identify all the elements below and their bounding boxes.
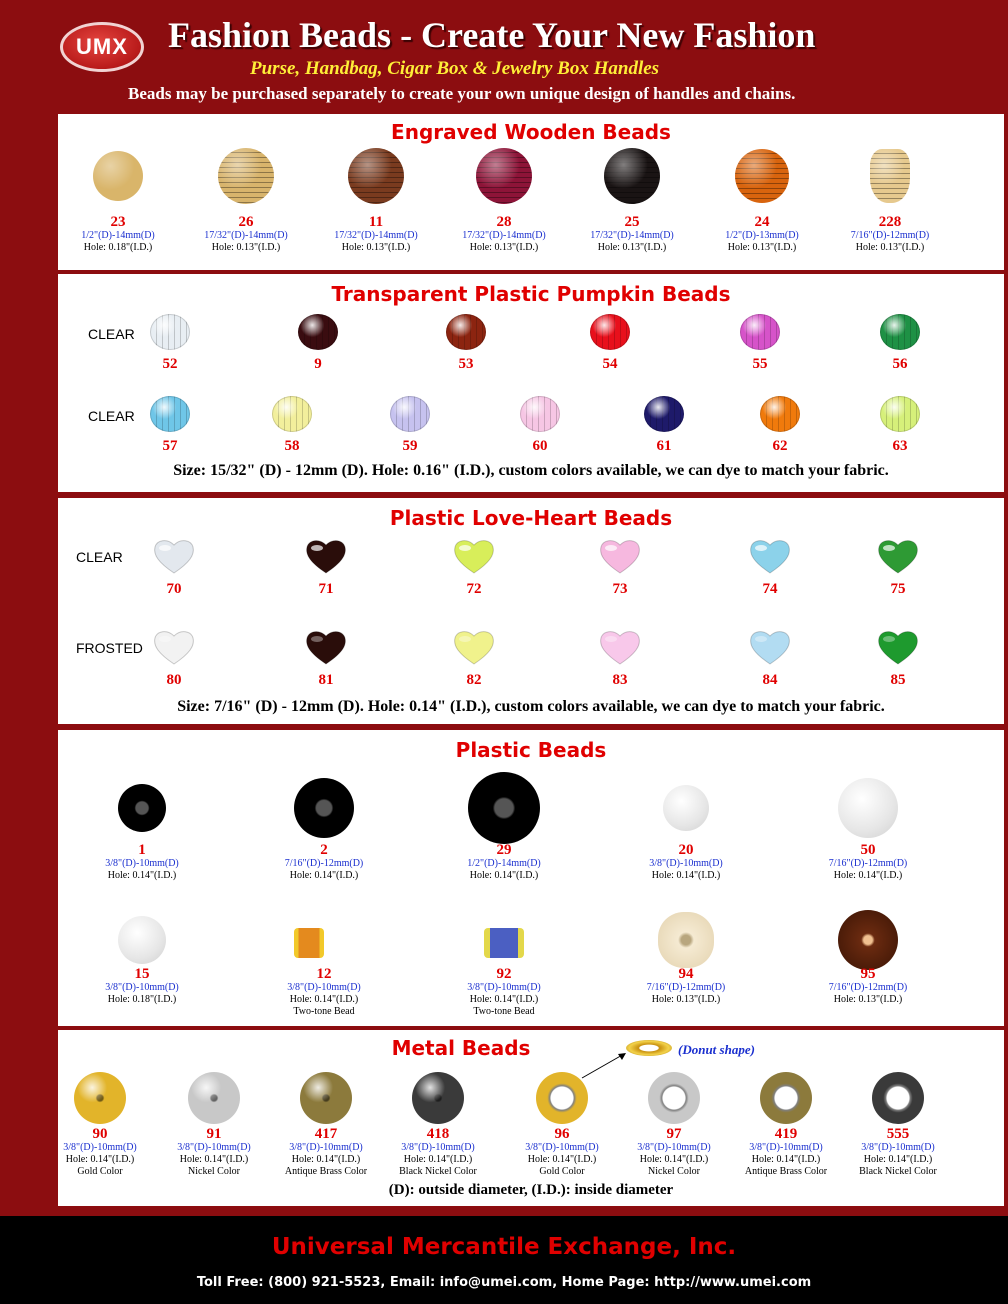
bead-hole-size: Hole: 0.14"(I.D.) xyxy=(289,870,359,881)
metal-bead-417[interactable] xyxy=(285,1126,367,1178)
bead-number: 228 xyxy=(878,214,902,230)
pumpkin-bead-62-image xyxy=(760,396,800,432)
bead-finish: Antique Brass Color xyxy=(284,1166,368,1177)
page-tagline: Beads may be purchased separately to create your own unique design of handles and chains. xyxy=(128,84,796,103)
bead-hole-size: Hole: 0.13"(I.D.) xyxy=(855,242,925,253)
bead-number: 96 xyxy=(554,1126,570,1142)
heart-bead-75[interactable]: 75 xyxy=(890,581,906,597)
bead-hole-size: Hole: 0.13"(I.D.) xyxy=(597,242,667,253)
pumpkin-bead-52-image xyxy=(150,314,190,350)
bead-hole-size: Hole: 0.14"(I.D.) xyxy=(179,1154,249,1165)
arrow-icon xyxy=(580,1050,630,1080)
heart-bead-73[interactable]: 73 xyxy=(612,581,628,597)
wooden-bead-228[interactable] xyxy=(851,214,930,254)
wooden-bead-24[interactable] xyxy=(725,214,799,254)
bead-dimension: 3/8"(D)-10mm(D) xyxy=(861,1142,935,1153)
size-note: Size: 7/16" (D) - 12mm (D). Hole: 0.14" (I.D.), custom colors available, we can dye to match your fabric. xyxy=(177,698,885,715)
bead-number: 1 xyxy=(138,842,146,858)
bead-dimension: 17/32"(D)-14mm(D) xyxy=(204,230,288,241)
row-label-clear: CLEAR xyxy=(88,408,135,424)
heart-bead-80-image xyxy=(151,628,197,666)
bead-number: 15 xyxy=(134,966,150,982)
bead-number: 97 xyxy=(666,1126,682,1142)
bead-note: Two-tone Bead xyxy=(473,1006,535,1017)
wooden-bead-23-image xyxy=(93,151,143,201)
bead-hole-size: Hole: 0.14"(I.D.) xyxy=(651,870,721,881)
heart-bead-73-image xyxy=(597,537,643,575)
bead-number: 92 xyxy=(496,966,512,982)
page-subtitle: Purse, Handbag, Cigar Box & Jewelry Box Handles xyxy=(250,58,660,79)
pumpkin-bead-54[interactable]: 54 xyxy=(602,356,618,372)
bead-hole-size: Hole: 0.14"(I.D.) xyxy=(403,1154,473,1165)
heart-bead-84[interactable]: 84 xyxy=(762,672,778,688)
bead-dimension: 1/2"(D)-13mm(D) xyxy=(725,230,799,241)
wooden-bead-28-image xyxy=(476,148,532,204)
diameter-legend: (D): outside diameter, (I.D.): inside diameter xyxy=(388,1182,674,1198)
pumpkin-bead-63-image xyxy=(880,396,920,432)
bead-number: 95 xyxy=(860,966,876,982)
metal-bead-419-image xyxy=(760,1072,812,1124)
bead-dimension: 3/8"(D)-10mm(D) xyxy=(637,1142,711,1153)
pumpkin-bead-59[interactable]: 59 xyxy=(402,438,418,454)
bead-dimension: 3/8"(D)-10mm(D) xyxy=(649,858,723,869)
bead-number: 417 xyxy=(314,1126,338,1142)
row-label-clear: CLEAR xyxy=(76,549,123,565)
metal-bead-555-image xyxy=(872,1072,924,1124)
bead-dimension: 17/32"(D)-14mm(D) xyxy=(462,230,546,241)
bead-dimension: 1/2"(D)-14mm(D) xyxy=(81,230,155,241)
bead-hole-size: Hole: 0.13"(I.D.) xyxy=(727,242,797,253)
bead-number: 11 xyxy=(368,214,384,230)
row-label-frosted: FROSTED xyxy=(76,640,143,656)
metal-bead-555[interactable] xyxy=(859,1126,937,1178)
bead-dimension: 3/8"(D)-10mm(D) xyxy=(177,1142,251,1153)
page-header xyxy=(0,0,1008,112)
heart-bead-83[interactable]: 83 xyxy=(612,672,628,688)
bead-number: 24 xyxy=(754,214,770,230)
metal-bead-418-image xyxy=(412,1072,464,1124)
metal-bead-97-image xyxy=(648,1072,700,1124)
plastic-bead-12-image xyxy=(294,928,324,958)
pumpkin-bead-9-image xyxy=(298,314,338,350)
plastic-bead-20-image xyxy=(663,785,709,831)
heart-bead-81[interactable]: 81 xyxy=(318,672,334,688)
section-title: Metal Beads xyxy=(391,1036,531,1060)
donut-shape-icon xyxy=(626,1040,672,1056)
bead-number: 91 xyxy=(206,1126,222,1142)
bead-finish: Black Nickel Color xyxy=(859,1166,937,1177)
page-footer xyxy=(0,1216,1008,1304)
plastic-bead-50[interactable] xyxy=(829,842,908,882)
bead-number: 25 xyxy=(624,214,640,230)
metal-bead-90[interactable] xyxy=(63,1126,137,1178)
plastic-bead-29-image xyxy=(468,772,540,844)
metal-bead-96-image xyxy=(536,1072,588,1124)
section-title: Plastic Beads xyxy=(455,738,607,762)
bead-hole-size: Hole: 0.13"(I.D.) xyxy=(833,994,903,1005)
heart-bead-84-image xyxy=(747,628,793,666)
bead-dimension: 3/8"(D)-10mm(D) xyxy=(467,982,541,993)
pumpkin-bead-60-image xyxy=(520,396,560,432)
plastic-beads-section xyxy=(58,730,1004,1026)
pumpkin-bead-58-image xyxy=(272,396,312,432)
bead-dimension: 7/16"(D)-12mm(D) xyxy=(284,858,364,869)
plastic-bead-95-image xyxy=(838,910,898,970)
pumpkin-bead-60[interactable]: 60 xyxy=(532,438,548,454)
bead-hole-size: Hole: 0.14"(I.D.) xyxy=(751,1154,821,1165)
wooden-bead-11[interactable] xyxy=(334,214,418,254)
bead-hole-size: Hole: 0.14"(I.D.) xyxy=(291,1154,361,1165)
wooden-bead-23[interactable] xyxy=(81,214,155,254)
plastic-bead-2-image xyxy=(294,778,354,838)
pumpkin-bead-63[interactable]: 63 xyxy=(892,438,908,454)
bead-hole-size: Hole: 0.18"(I.D.) xyxy=(107,994,177,1005)
bead-number: 23 xyxy=(110,214,126,230)
bead-dimension: 7/16"(D)-12mm(D) xyxy=(646,982,726,993)
pumpkin-bead-57[interactable]: 57 xyxy=(162,438,178,454)
plastic-bead-92[interactable] xyxy=(467,966,541,1018)
bead-dimension: 3/8"(D)-10mm(D) xyxy=(287,982,361,993)
bead-dimension: 1/2"(D)-14mm(D) xyxy=(467,858,541,869)
bead-dimension: 17/32"(D)-14mm(D) xyxy=(590,230,674,241)
section-title: Engraved Wooden Beads xyxy=(391,120,671,144)
heart-bead-81-image xyxy=(303,628,349,666)
pumpkin-bead-55-image xyxy=(740,314,780,350)
plastic-bead-1-image xyxy=(118,784,166,832)
metal-bead-91-image xyxy=(188,1072,240,1124)
plastic-bead-15[interactable] xyxy=(105,966,179,1006)
plastic-bead-2[interactable] xyxy=(285,842,364,882)
heart-bead-70[interactable]: 70 xyxy=(166,581,182,597)
bead-finish: Nickel Color xyxy=(188,1166,240,1177)
pumpkin-bead-58[interactable]: 58 xyxy=(284,438,300,454)
pumpkin-bead-52[interactable]: 52 xyxy=(162,356,178,372)
bead-hole-size: Hole: 0.14"(I.D.) xyxy=(863,1154,933,1165)
size-note: Size: 15/32" (D) - 12mm (D). Hole: 0.16" (I.D.), custom colors available, we can dye to match your fabric. xyxy=(173,462,889,479)
bead-dimension: 17/32"(D)-14mm(D) xyxy=(334,230,418,241)
pumpkin-bead-59-image xyxy=(390,396,430,432)
heart-bead-75-image xyxy=(875,537,921,575)
plastic-bead-95[interactable] xyxy=(829,966,908,1006)
bead-hole-size: Hole: 0.13"(I.D.) xyxy=(341,242,411,253)
bead-hole-size: Hole: 0.18"(I.D.) xyxy=(83,242,153,253)
bead-hole-size: Hole: 0.14"(I.D.) xyxy=(289,994,359,1005)
bead-dimension: 3/8"(D)-10mm(D) xyxy=(401,1142,475,1153)
pumpkin-bead-9[interactable]: 9 xyxy=(314,356,322,372)
bead-dimension: 3/8"(D)-10mm(D) xyxy=(525,1142,599,1153)
bead-number: 50 xyxy=(860,842,876,858)
bead-dimension: 7/16"(D)-12mm(D) xyxy=(828,982,908,993)
heart-bead-82[interactable]: 82 xyxy=(466,672,482,688)
bead-finish: Nickel Color xyxy=(648,1166,700,1177)
bead-dimension: 7/16"(D)-12mm(D) xyxy=(850,230,930,241)
plastic-bead-94[interactable] xyxy=(647,966,726,1006)
row-label-clear: CLEAR xyxy=(88,326,135,342)
heart-bead-74[interactable]: 74 xyxy=(762,581,778,597)
engraved-wooden-beads-section xyxy=(58,114,1004,270)
bead-hole-size: Hole: 0.13"(I.D.) xyxy=(211,242,281,253)
bead-number: 29 xyxy=(496,842,512,858)
section-title: Plastic Love-Heart Beads xyxy=(389,506,673,530)
plastic-bead-92-image xyxy=(484,928,524,958)
heart-bead-80[interactable]: 80 xyxy=(166,672,182,688)
metal-bead-90-image xyxy=(74,1072,126,1124)
contact-info[interactable]: Toll Free: (800) 921-5523, Email: info@umei.com, Home Page: http://www.umei.com xyxy=(196,1275,812,1290)
heart-bead-82-image xyxy=(451,628,497,666)
wooden-bead-228-image xyxy=(870,149,910,203)
bead-hole-size: Hole: 0.14"(I.D.) xyxy=(527,1154,597,1165)
pumpkin-bead-53-image xyxy=(446,314,486,350)
bead-hole-size: Hole: 0.13"(I.D.) xyxy=(651,994,721,1005)
wooden-bead-25[interactable] xyxy=(590,214,674,254)
pumpkin-bead-54-image xyxy=(590,314,630,350)
bead-hole-size: Hole: 0.13"(I.D.) xyxy=(469,242,539,253)
plastic-bead-29[interactable] xyxy=(467,842,541,882)
company-name: Universal Mercantile Exchange, Inc. xyxy=(271,1234,737,1260)
heart-bead-72[interactable]: 72 xyxy=(466,581,482,597)
pumpkin-bead-56[interactable]: 56 xyxy=(892,356,908,372)
bead-number: 418 xyxy=(426,1126,450,1142)
bead-finish: Gold Color xyxy=(539,1166,585,1177)
section-title: Transparent Plastic Pumpkin Beads xyxy=(331,282,731,306)
metal-bead-97[interactable] xyxy=(637,1126,711,1178)
bead-number: 90 xyxy=(92,1126,108,1142)
wooden-bead-26-image xyxy=(218,148,274,204)
bead-hole-size: Hole: 0.14"(I.D.) xyxy=(639,1154,709,1165)
bead-number: 28 xyxy=(496,214,512,230)
heart-bead-71[interactable]: 71 xyxy=(318,581,334,597)
bead-number: 419 xyxy=(774,1126,798,1142)
pumpkin-bead-61-image xyxy=(644,396,684,432)
wooden-bead-28[interactable] xyxy=(462,214,546,254)
wooden-bead-11-image xyxy=(348,148,404,204)
bead-number: 12 xyxy=(316,966,332,982)
metal-bead-417-image xyxy=(300,1072,352,1124)
page-title: Fashion Beads - Create Your New Fashion xyxy=(168,15,816,55)
plastic-bead-50-image xyxy=(838,778,898,838)
bead-number: 555 xyxy=(886,1126,910,1142)
bead-hole-size: Hole: 0.14"(I.D.) xyxy=(833,870,903,881)
bead-dimension: 3/8"(D)-10mm(D) xyxy=(105,858,179,869)
wooden-bead-24-image xyxy=(735,149,789,203)
heart-bead-83-image xyxy=(597,628,643,666)
bead-number: 2 xyxy=(320,842,328,858)
heart-bead-85-image xyxy=(875,628,921,666)
pumpkin-bead-61[interactable]: 61 xyxy=(656,438,672,454)
plastic-bead-12[interactable] xyxy=(287,966,361,1018)
pumpkin-beads-section xyxy=(58,274,1004,492)
metal-bead-91[interactable] xyxy=(177,1126,251,1178)
bead-hole-size: Hole: 0.14"(I.D.) xyxy=(107,870,177,881)
bead-number: 94 xyxy=(678,966,694,982)
bead-finish: Black Nickel Color xyxy=(399,1166,477,1177)
plastic-bead-20[interactable] xyxy=(649,842,723,882)
bead-number: 26 xyxy=(238,214,254,230)
heart-bead-74-image xyxy=(747,537,793,575)
plastic-bead-94-image xyxy=(658,912,714,968)
bead-dimension: 3/8"(D)-10mm(D) xyxy=(749,1142,823,1153)
bead-dimension: 3/8"(D)-10mm(D) xyxy=(63,1142,137,1153)
love-heart-beads-section xyxy=(58,498,1004,724)
heart-bead-70-image xyxy=(151,537,197,575)
bead-finish: Antique Brass Color xyxy=(744,1166,828,1177)
metal-bead-418[interactable] xyxy=(399,1126,477,1178)
heart-bead-85[interactable]: 85 xyxy=(890,672,906,688)
metal-bead-96[interactable] xyxy=(525,1126,599,1178)
pumpkin-bead-53[interactable]: 53 xyxy=(458,356,474,372)
wooden-bead-26[interactable] xyxy=(204,214,288,254)
bead-dimension: 7/16"(D)-12mm(D) xyxy=(828,858,908,869)
bead-dimension: 3/8"(D)-10mm(D) xyxy=(105,982,179,993)
metal-bead-419[interactable] xyxy=(745,1126,827,1178)
bead-note: Two-tone Bead xyxy=(293,1006,355,1017)
bead-finish: Gold Color xyxy=(77,1166,123,1177)
metal-beads-section xyxy=(58,1030,1004,1206)
bead-dimension: 3/8"(D)-10mm(D) xyxy=(289,1142,363,1153)
wooden-bead-25-image xyxy=(604,148,660,204)
bead-number: 20 xyxy=(678,842,694,858)
bead-hole-size: Hole: 0.14"(I.D.) xyxy=(469,870,539,881)
bead-hole-size: Hole: 0.14"(I.D.) xyxy=(469,994,539,1005)
heart-bead-72-image xyxy=(451,537,497,575)
heart-bead-71-image xyxy=(303,537,349,575)
pumpkin-bead-55[interactable]: 55 xyxy=(752,356,768,372)
pumpkin-bead-56-image xyxy=(880,314,920,350)
donut-shape-note: (Donut shape) xyxy=(678,1042,755,1057)
bead-hole-size: Hole: 0.14"(I.D.) xyxy=(65,1154,135,1165)
plastic-bead-15-image xyxy=(118,916,166,964)
pumpkin-bead-62[interactable]: 62 xyxy=(772,438,788,454)
plastic-bead-1[interactable] xyxy=(105,842,179,882)
pumpkin-bead-57-image xyxy=(150,396,190,432)
umx-logo[interactable]: UMX xyxy=(60,22,144,72)
